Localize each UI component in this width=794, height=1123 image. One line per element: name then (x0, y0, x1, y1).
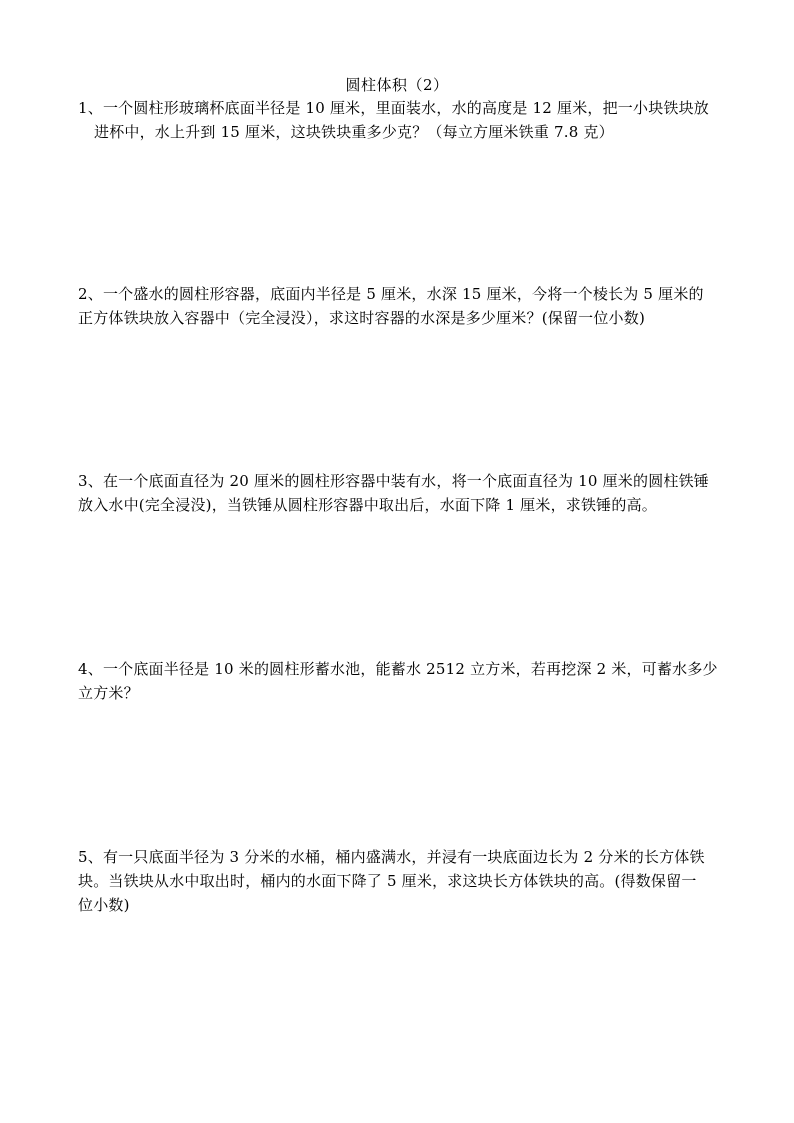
question-5-line-3: 位小数) (78, 896, 130, 914)
question-1-line-1: 1、一个圆柱形玻璃杯底面半径是 10 厘米，里面装水，水的高度是 12 厘米，把一小块铁块放 (78, 99, 709, 117)
question-3-line-2: 放入水中(完全浸没)，当铁锤从圆柱形容器中取出后，水面下降 1 厘米，求铁锤的高。 (78, 496, 657, 514)
page-title: 圆柱体积（2） (345, 76, 449, 94)
question-2-line-2: 正方体铁块放入容器中（完全浸没），求这时容器的水深是多少厘米？(保留一位小数) (78, 309, 646, 327)
question-2 (78, 282, 720, 330)
question-1-line-2: 进杯中，水上升到 15 厘米，这块铁块重多少克？（每立方厘米铁重 7.8 克） (94, 123, 614, 141)
question-4-line-2: 立方米？ (78, 684, 139, 702)
question-1 (78, 96, 720, 144)
question-5 (78, 845, 720, 917)
question-2-line-1: 2、一个盛水的圆柱形容器，底面内半径是 5 厘米，水深 15 厘米，今将一个棱长为 5 厘米的 (78, 285, 704, 303)
question-4 (78, 657, 720, 705)
question-4-line-1: 4、一个底面半径是 10 米的圆柱形蓄水池，能蓄水 2512 立方米，若再挖深 2 米，可蓄水多少 (78, 660, 718, 678)
question-3-line-1: 3、在一个底面直径为 20 厘米的圆柱形容器中装有水，将一个底面直径为 10 厘米的圆柱铁锤 (78, 472, 709, 490)
question-3 (78, 469, 720, 517)
question-5-line-1: 5、有一只底面半径为 3 分米的水桶，桶内盛满水，并浸有一块底面边长为 2 分米的长方体铁 (78, 848, 705, 866)
question-5-line-2: 块。当铁块从水中取出时，桶内的水面下降了 5 厘米，求这块长方体铁块的高。(得数保留一 (78, 872, 697, 890)
